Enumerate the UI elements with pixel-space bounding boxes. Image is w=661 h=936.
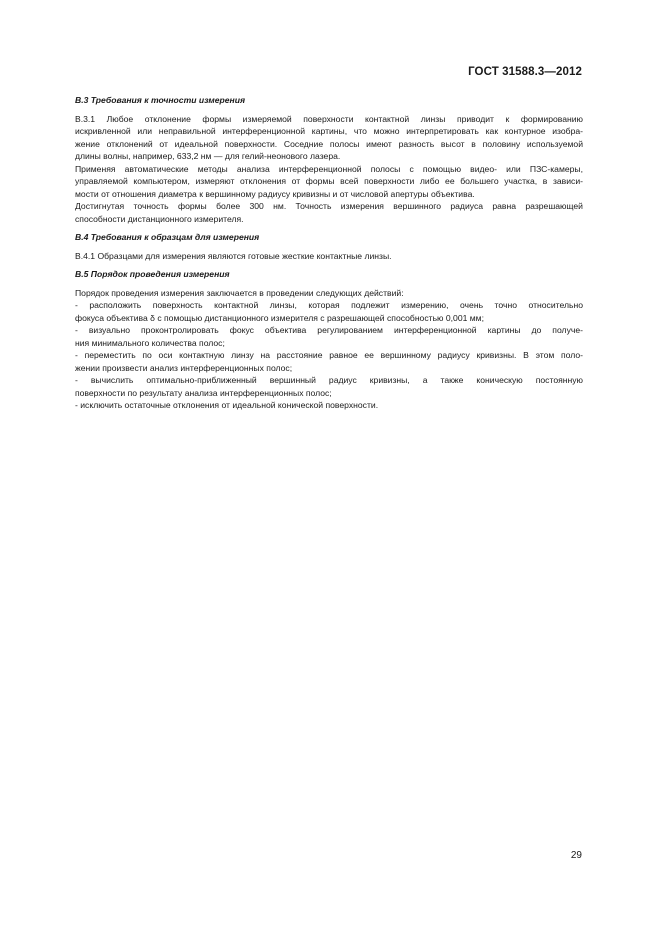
text-line: - вычислить оптимально-приближенный вершинный радиус кривизны, а также коническую постоянную xyxy=(75,375,583,385)
list-item xyxy=(75,374,583,399)
text-line: длины волны, например, 633,2 нм — для гелий-неонового лазера. xyxy=(75,151,341,161)
text-line: жении произвести анализ интерференционных полос; xyxy=(75,362,293,373)
text-line: поверхности по результату анализа интерференционных полос; xyxy=(75,387,332,398)
page-number: 29 xyxy=(570,850,582,861)
text-line: - переместить по оси контактную линзу на расстояние равное ее вершинному радиусу кривизны. В этом поло- xyxy=(75,350,583,360)
text-line: ния минимального количества полос; xyxy=(75,337,225,348)
list-item xyxy=(75,324,583,349)
paragraph-b4-1 xyxy=(75,250,583,263)
section-heading-b4: В.4 Требования к образцам для измерения xyxy=(75,232,260,242)
section-heading-b5: В.5 Порядок проведения измерения xyxy=(75,269,230,279)
text-line: жение отклонений от идеальной поверхности. Соседние полосы имеют разность высот в половину используемой xyxy=(75,138,583,149)
paragraph-b3-3 xyxy=(75,200,583,225)
text-line: мости от отношения диаметра к вершинному радиусу кривизны и от числовой апертуры объектива. xyxy=(75,188,475,199)
document-id: ГОСТ 31588.3—2012 xyxy=(468,66,582,78)
text-line: фокуса объектива δ с помощью дистанционного измерителя с разрешающей способностью 0,001 мм; xyxy=(75,312,484,323)
text-line: В.3.1 Любое отклонение формы измеряемой поверхности контактной линзы приводит к формированию xyxy=(75,113,583,124)
list-item xyxy=(75,349,583,374)
list-item xyxy=(75,299,583,324)
text-line: В.4.1 Образцами для измерения являются готовые жесткие контактные линзы. xyxy=(75,250,392,261)
text-line: Достигнутая точность формы более 300 нм. Точность измерения вершинного радиуса равна разрешающей xyxy=(75,201,583,211)
text-line: управляемой компьютером, измеряют отклонения от формы всей поверхности либо ее большего участка, в зависи- xyxy=(75,176,583,186)
text-line: искривленной или неправильной интерференционной картины, что можно интерпретировать как контурное изобра- xyxy=(75,126,583,136)
paragraph-b5-intro xyxy=(75,287,583,300)
section-heading-b3: В.3 Требования к точности измерения xyxy=(75,95,246,105)
text-line: Применяя автоматические методы анализа интерференционной полосы с помощью видео- или ПЗС-камеры, xyxy=(75,163,583,174)
list-item xyxy=(75,399,583,412)
page-body xyxy=(75,94,583,412)
text-line: - расположить поверхность контактной линзы, которая подлежит измерению, очень точно относительно xyxy=(75,300,583,310)
text-line: - визуально проконтролировать фокус объектива регулированием интерференционной картины до получе- xyxy=(75,325,583,335)
text-line: способности дистанционного измерителя. xyxy=(75,213,244,224)
paragraph-b3-2 xyxy=(75,163,583,201)
paragraph-b3-1 xyxy=(75,113,583,163)
text-line: Порядок проведения измерения заключается в проведении следующих действий: xyxy=(75,287,404,298)
text-line: - исключить остаточные отклонения от идеальной конической поверхности. xyxy=(75,400,379,410)
